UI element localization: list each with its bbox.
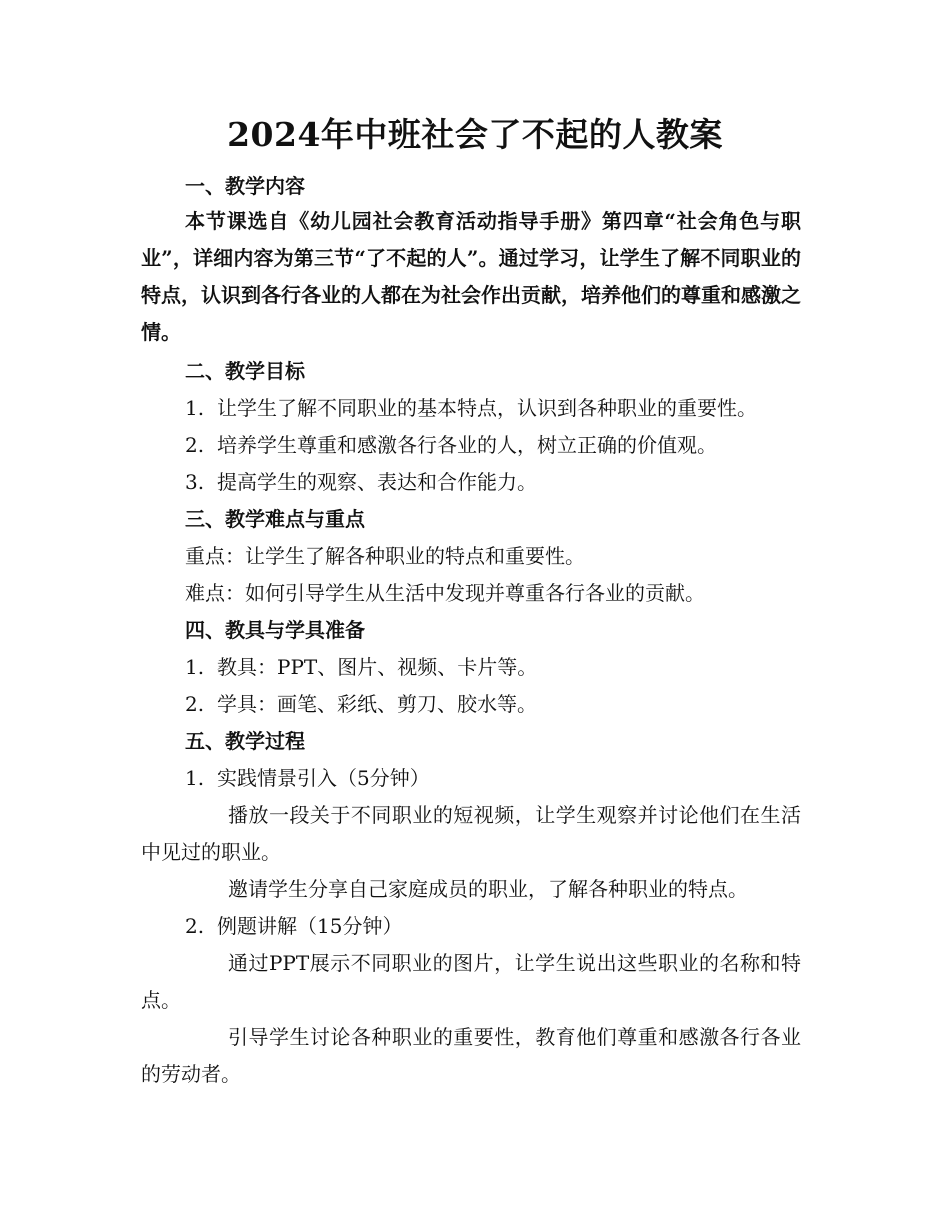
section-body-content: 本节课选自《幼儿园社会教育活动指导手册》第四章“社会角色与职业”，详细内容为第三节“了不起的人”。通过学习，让学生了解不同职业的特点，认识到各行各业的人都在为社会作出贡献，培养他们的尊重和感激之情。 — [141, 209, 801, 344]
process-step-1-paragraph-2: 邀请学生分享自己家庭成员的职业，了解各种职业的特点。 — [228, 877, 748, 901]
list-text: 教具：PPT、图片、视频、卡片等。 — [217, 655, 538, 679]
list-text: 培养学生尊重和感激各行各业的人，树立正确的价值观。 — [217, 433, 717, 457]
objective-item-3 — [185, 468, 537, 496]
list-number: 3. — [185, 470, 205, 494]
list-text: 提高学生的观察、表达和合作能力。 — [217, 470, 537, 494]
materials-item-2 — [185, 690, 537, 718]
list-text: 实践情景引入（5分钟） — [217, 766, 430, 790]
process-step-1-paragraph-1: 播放一段关于不同职业的短视频，让学生观察并讨论他们在生活中见过的职业。 — [141, 803, 801, 864]
list-text: 学具：画笔、彩纸、剪刀、胶水等。 — [217, 692, 537, 716]
list-number: 1. — [185, 655, 205, 679]
difficulty-point: 难点：如何引导学生从生活中发现并尊重各行各业的贡献。 — [185, 581, 705, 605]
process-step-2-title — [185, 912, 402, 940]
list-text: 让学生了解不同职业的基本特点，认识到各种职业的重要性。 — [217, 396, 757, 420]
section-heading-content: 一、教学内容 — [185, 174, 305, 198]
section-heading-objectives: 二、教学目标 — [185, 359, 305, 383]
section-heading-materials: 四、教具与学具准备 — [185, 618, 365, 642]
list-text: 例题讲解（15分钟） — [217, 914, 403, 938]
process-step-1-title — [185, 764, 430, 792]
list-number: 2. — [185, 914, 205, 938]
materials-item-1 — [185, 653, 537, 681]
objective-item-2 — [185, 431, 717, 459]
list-number: 2. — [185, 433, 205, 457]
document-title: 2024年中班社会了不起的人教案 — [227, 115, 723, 154]
process-step-2-paragraph-2: 引导学生讨论各种职业的重要性，教育他们尊重和感激各行各业的劳动者。 — [141, 1025, 801, 1086]
key-point: 重点：让学生了解各种职业的特点和重要性。 — [185, 544, 585, 568]
list-number: 2. — [185, 692, 205, 716]
process-step-2-paragraph-1: 通过PPT展示不同职业的图片，让学生说出这些职业的名称和特点。 — [141, 951, 801, 1012]
section-heading-process: 五、教学过程 — [185, 729, 305, 753]
list-number: 1. — [185, 766, 205, 790]
list-number: 1. — [185, 396, 205, 420]
objective-item-1 — [185, 394, 757, 422]
section-heading-key-points: 三、教学难点与重点 — [185, 507, 365, 531]
